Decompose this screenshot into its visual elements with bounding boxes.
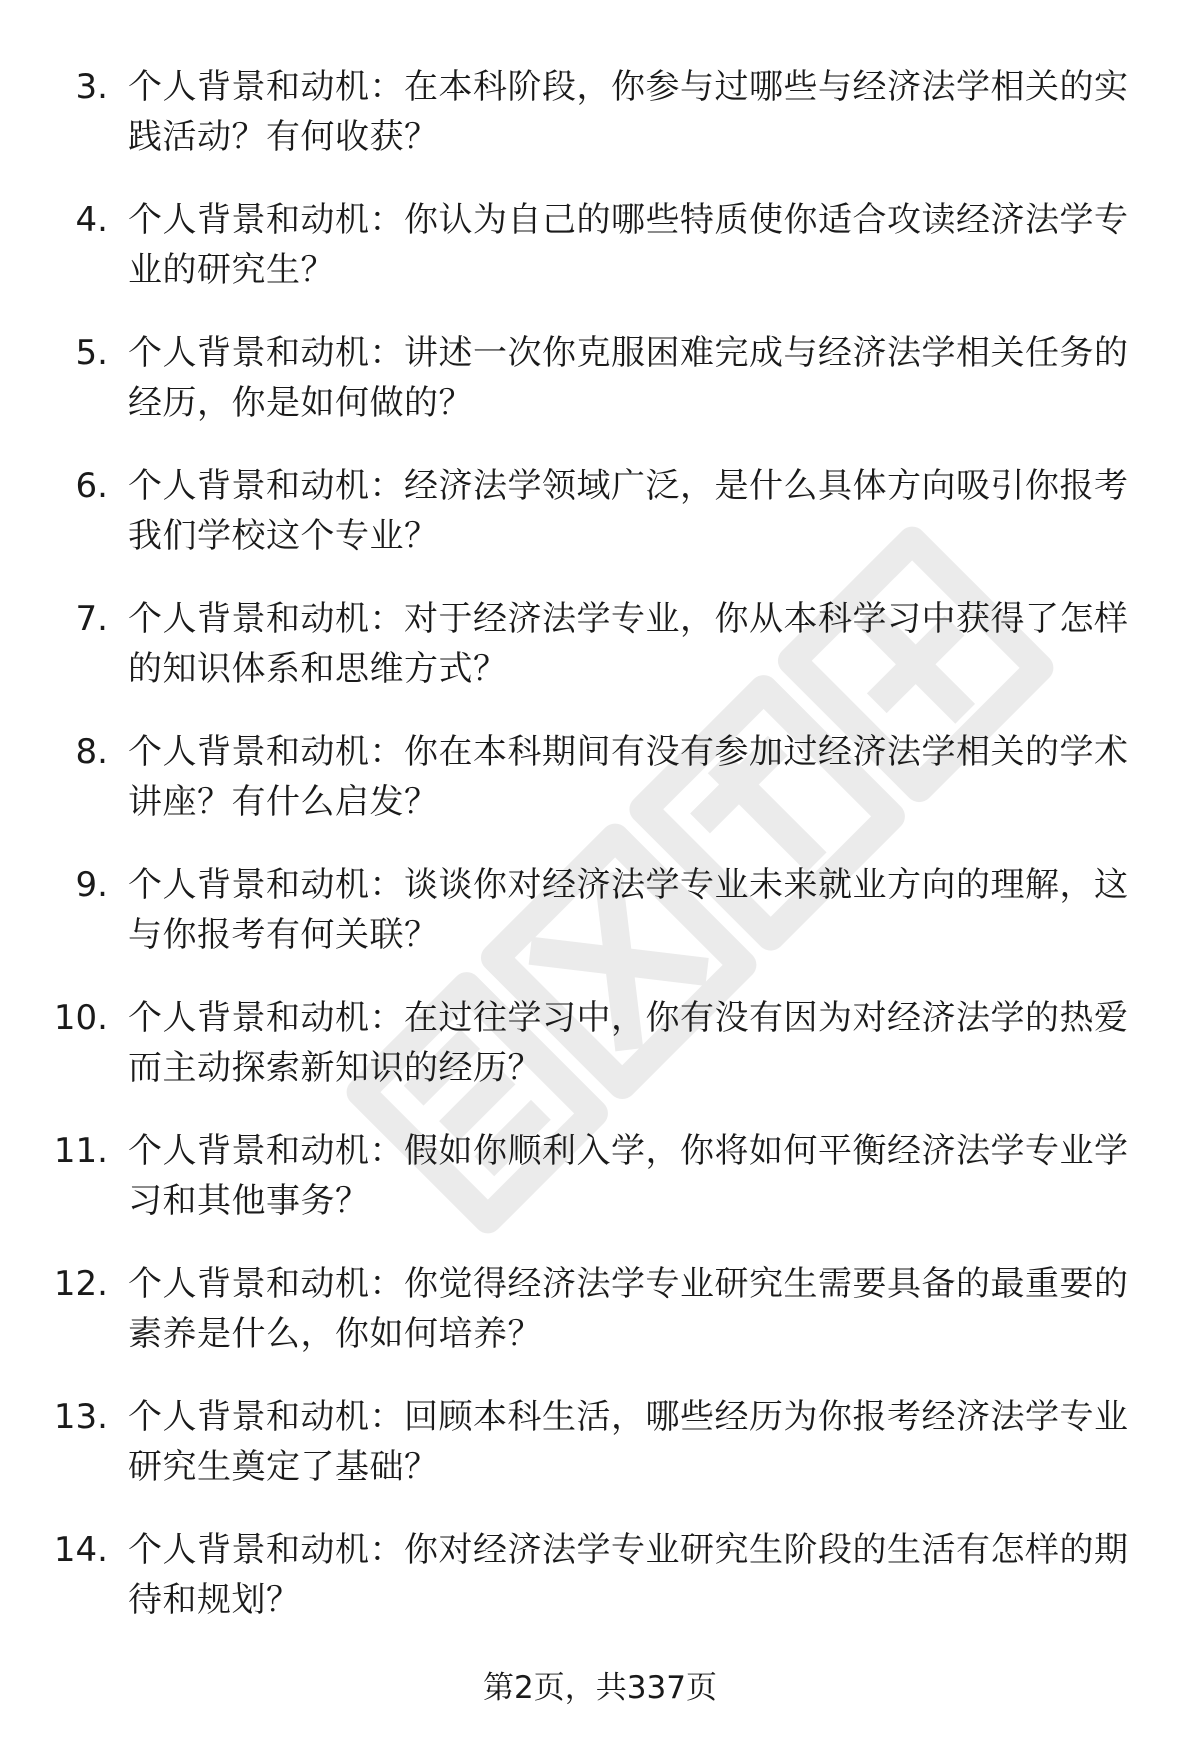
question-text: 个人背景和动机：你认为自己的哪些特质使你适合攻读经济法学专业的研究生？: [128, 200, 1129, 290]
question-number: 10.: [53, 998, 108, 1038]
page-footer: 第2页，共337页: [483, 1670, 717, 1706]
question-text: 个人背景和动机：讲述一次你克服困难完成与经济法学相关任务的经历，你是如何做的？: [128, 333, 1129, 423]
question-number: 13.: [53, 1397, 108, 1437]
question-item: [0, 1382, 1200, 1515]
question-number: 4.: [75, 200, 108, 240]
question-number: 11.: [53, 1131, 108, 1171]
question-item: [0, 850, 1200, 983]
question-item: [0, 451, 1200, 584]
question-number: 7.: [75, 599, 108, 639]
question-item: [0, 584, 1200, 717]
question-text: 个人背景和动机：在过往学习中，你有没有因为对经济法学的热爱而主动探索新知识的经历？: [128, 998, 1129, 1088]
question-number: 5.: [75, 333, 108, 373]
question-text: 个人背景和动机：回顾本科生活，哪些经历为你报考经济法学专业研究生奠定了基础？: [128, 1397, 1129, 1487]
question-text: 个人背景和动机：你对经济法学专业研究生阶段的生活有怎样的期待和规划？: [128, 1530, 1129, 1620]
question-item: [0, 1515, 1200, 1648]
question-text: 个人背景和动机：你在本科期间有没有参加过经济法学相关的学术讲座？有什么启发？: [128, 732, 1129, 822]
question-text: 个人背景和动机：谈谈你对经济法学专业未来就业方向的理解，这与你报考有何关联？: [128, 865, 1129, 955]
question-item: [0, 983, 1200, 1116]
question-text: 个人背景和动机：你觉得经济法学专业研究生需要具备的最重要的素养是什么，你如何培养？: [128, 1264, 1129, 1354]
question-item: [0, 717, 1200, 850]
question-item: [0, 1116, 1200, 1249]
question-number: 9.: [75, 865, 108, 905]
question-text: 个人背景和动机：假如你顺利入学，你将如何平衡经济法学专业学习和其他事务？: [128, 1131, 1129, 1221]
question-number: 14.: [53, 1530, 108, 1570]
question-text: 个人背景和动机：在本科阶段，你参与过哪些与经济法学相关的实践活动？有何收获？: [128, 67, 1129, 157]
question-text: 个人背景和动机：经济法学领域广泛，是什么具体方向吸引你报考我们学校这个专业？: [128, 466, 1129, 556]
question-item: [0, 318, 1200, 451]
question-item: [0, 52, 1200, 185]
question-number: 12.: [53, 1264, 108, 1304]
question-number: 8.: [75, 732, 108, 772]
question-number: 6.: [75, 466, 108, 506]
question-number: 3.: [75, 67, 108, 107]
question-item: [0, 1249, 1200, 1382]
question-item: [0, 185, 1200, 318]
question-text: 个人背景和动机：对于经济法学专业，你从本科学习中获得了怎样的知识体系和思维方式？: [128, 599, 1129, 689]
question-list: [0, 52, 1200, 1648]
